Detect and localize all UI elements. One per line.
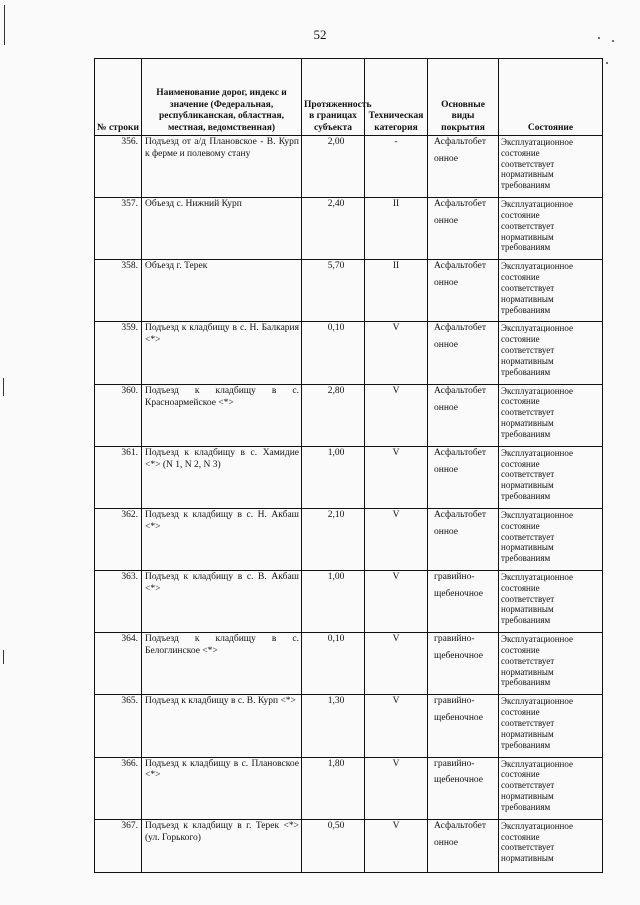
cover-line: гравийно-	[434, 696, 475, 707]
cover-line: Асфальтобет	[434, 385, 486, 396]
table-row	[95, 322, 603, 384]
state-line: Эксплуатационное	[501, 385, 573, 396]
state-line: Эксплуатационное	[501, 696, 573, 707]
state-line: состояние	[501, 209, 540, 220]
road-cover	[428, 757, 499, 819]
road-name: Подъезд к кладбищу в с. Белоглинское <*>	[142, 633, 302, 695]
road-state	[499, 384, 603, 446]
road-category: V	[365, 633, 428, 695]
state-line: Эксплуатационное	[501, 820, 573, 831]
header-cover: Основные виды покрытия	[428, 59, 499, 136]
state-line: требованиям	[501, 615, 551, 626]
cover-line: щебеночное	[434, 775, 483, 786]
road-cover	[428, 136, 499, 198]
state-line: состояние	[501, 458, 540, 469]
road-cover	[428, 819, 499, 872]
scan-speck	[612, 40, 614, 42]
state-line: соответствует	[501, 718, 555, 728]
state-line: требованиям	[501, 490, 551, 501]
road-length: 0,50	[302, 819, 365, 872]
road-category: -	[365, 136, 428, 198]
road-name: Подъезд к кладбищу в с. В. Акбаш <*>	[142, 571, 302, 633]
state-line: соответствует	[501, 282, 555, 293]
header-length: Протяженность в границах субъекта	[302, 59, 365, 136]
road-category: V	[365, 819, 428, 872]
road-category: II	[365, 198, 428, 260]
road-cover	[428, 508, 499, 570]
road-cover	[428, 384, 499, 446]
state-line: требованиям	[501, 677, 551, 688]
table-row	[95, 136, 603, 198]
road-state	[499, 757, 603, 819]
state-line: требованиям	[501, 304, 551, 315]
state-line: нормативным	[501, 790, 554, 801]
state-line: состояние	[501, 769, 540, 780]
row-number: 359.	[95, 322, 142, 384]
table-row	[95, 819, 603, 872]
table-header-row	[95, 59, 603, 136]
state-line: состояние	[501, 147, 540, 158]
cover-line: онное	[434, 464, 459, 475]
road-state	[499, 571, 603, 633]
roads-table	[94, 58, 603, 873]
road-cover	[428, 198, 499, 260]
state-line: требованиям	[501, 242, 551, 253]
road-length: 2,80	[302, 384, 365, 446]
state-line: состояние	[501, 520, 540, 531]
road-length: 1,00	[302, 446, 365, 508]
table-row	[95, 446, 603, 508]
state-line: нормативным	[501, 604, 554, 615]
cover-line: Асфальтобет	[434, 323, 486, 334]
row-number: 357.	[95, 198, 142, 260]
road-length: 1,30	[302, 695, 365, 757]
road-category: II	[365, 260, 428, 322]
road-state	[499, 260, 603, 322]
cover-line: Асфальтобет	[434, 820, 486, 831]
state-line: Эксплуатационное	[501, 634, 573, 645]
cover-line: гравийно-	[434, 634, 475, 645]
state-line: состояние	[501, 645, 540, 656]
state-line: нормативным	[501, 480, 554, 491]
state-line: Эксплуатационное	[501, 137, 573, 147]
road-length: 2,40	[302, 198, 365, 260]
cover-line: щебеночное	[434, 713, 483, 724]
state-line: требованиям	[501, 739, 551, 750]
road-category: V	[365, 695, 428, 757]
state-line: Эксплуатационное	[501, 758, 573, 769]
state-line: требованиям	[501, 180, 551, 191]
state-line: соответствует	[501, 842, 555, 853]
state-line: соответствует	[501, 780, 555, 791]
state-line: требованиям	[501, 801, 551, 812]
row-number: 358.	[95, 260, 142, 322]
road-state	[499, 633, 603, 695]
road-name: Подъезд к кладбищу в с. В. Курп <*>	[142, 695, 302, 757]
state-line: соответствует	[501, 345, 555, 356]
state-line: нормативным	[501, 728, 554, 739]
road-length: 2,10	[302, 508, 365, 570]
road-state	[499, 508, 603, 570]
road-category: V	[365, 446, 428, 508]
table-row	[95, 757, 603, 819]
row-number: 361.	[95, 446, 142, 508]
road-length: 0,10	[302, 322, 365, 384]
table-row	[95, 571, 603, 633]
state-line: состояние	[501, 396, 540, 407]
state-line: нормативным	[501, 169, 554, 180]
cover-line: Асфальтобет	[434, 261, 486, 272]
state-line: Эксплуатационное	[501, 261, 573, 272]
road-state	[499, 695, 603, 757]
cover-line: Асфальтобет	[434, 447, 486, 458]
road-category: V	[365, 757, 428, 819]
road-length: 1,80	[302, 757, 365, 819]
state-line: Эксплуатационное	[501, 509, 573, 520]
state-line: состояние	[501, 582, 540, 593]
table-row	[95, 508, 603, 570]
state-line: состояние	[501, 707, 540, 718]
state-line: соответствует	[501, 469, 555, 480]
state-line: нормативным	[501, 666, 554, 677]
state-line: нормативным	[501, 355, 554, 366]
cover-line: щебеночное	[434, 588, 483, 599]
table-row	[95, 695, 603, 757]
row-number: 365.	[95, 695, 142, 757]
cover-line: Асфальтобет	[434, 137, 486, 147]
cover-line: гравийно-	[434, 572, 475, 583]
road-length: 5,70	[302, 260, 365, 322]
road-state	[499, 819, 603, 872]
road-category: V	[365, 508, 428, 570]
road-name: Подъезд к кладбищу в с. Хамидие <*> (N 1, N 2, N 3)	[142, 446, 302, 508]
road-state	[499, 446, 603, 508]
road-state	[499, 136, 603, 198]
row-number: 367.	[95, 819, 142, 872]
state-line: Эксплуатационное	[501, 572, 573, 583]
state-line: нормативным	[501, 293, 554, 304]
road-name: Подъезд к кладбищу в с. Н. Акбаш <*>	[142, 508, 302, 570]
cover-line: онное	[434, 526, 459, 537]
header-category: Техническая категория	[365, 59, 428, 136]
table-row	[95, 260, 603, 322]
state-line: нормативным	[501, 231, 554, 242]
state-line: соответствует	[501, 158, 555, 169]
road-name: Объезд с. Нижний Курп	[142, 198, 302, 260]
road-name: Подъезд к кладбищу в с. Красноармейское <*>	[142, 384, 302, 446]
state-line: требованиям	[501, 553, 551, 564]
road-length: 2,00	[302, 136, 365, 198]
header-name: Наименование дорог, индекс и значение (Федеральная, республиканская, областная, местная, ведомственная)	[142, 59, 302, 136]
state-line: требованиям	[501, 366, 551, 377]
road-category: V	[365, 384, 428, 446]
state-line: соответствует	[501, 531, 555, 542]
state-line: Эксплуатационное	[501, 447, 573, 458]
header-state: Состояние	[499, 59, 603, 136]
state-line: состояние	[501, 334, 540, 345]
cover-line: гравийно-	[434, 758, 475, 769]
road-cover	[428, 322, 499, 384]
state-line: Эксплуатационное	[501, 323, 573, 334]
cover-line: Асфальтобет	[434, 509, 486, 520]
row-number: 360.	[95, 384, 142, 446]
cover-line: онное	[434, 837, 459, 848]
road-cover	[428, 633, 499, 695]
binding-mark	[4, 5, 5, 45]
table-row	[95, 384, 603, 446]
table-row	[95, 198, 603, 260]
cover-line: онное	[434, 340, 459, 351]
road-name: Подъезд от а/д Плановское - В. Курп к ферме и полевому стану	[142, 136, 302, 198]
binding-mark	[3, 650, 4, 664]
row-number: 363.	[95, 571, 142, 633]
scan-speck	[598, 37, 600, 39]
state-line: требованиям	[501, 428, 551, 439]
binding-mark	[3, 378, 4, 396]
road-state	[499, 198, 603, 260]
table-row	[95, 633, 603, 695]
scan-speck	[606, 62, 608, 64]
row-number: 362.	[95, 508, 142, 570]
header-num: № строки	[95, 59, 142, 136]
cover-line: онное	[434, 153, 459, 164]
state-line: состояние	[501, 831, 540, 842]
road-category: V	[365, 322, 428, 384]
cover-line: онное	[434, 216, 459, 227]
row-number: 364.	[95, 633, 142, 695]
road-name: Подъезд к кладбищу в г. Терек <*> (ул. Горького)	[142, 819, 302, 872]
road-name: Подъезд к кладбищу в с. Н. Балкария <*>	[142, 322, 302, 384]
road-length: 0,10	[302, 633, 365, 695]
road-name: Объезд г. Терек	[142, 260, 302, 322]
state-line: нормативным	[501, 418, 554, 429]
road-length: 1,00	[302, 571, 365, 633]
cover-line: щебеночное	[434, 651, 483, 662]
row-number: 356.	[95, 136, 142, 198]
row-number: 366.	[95, 757, 142, 819]
state-line: нормативным	[501, 542, 554, 553]
state-line: соответствует	[501, 655, 555, 666]
road-category: V	[365, 571, 428, 633]
road-cover	[428, 695, 499, 757]
road-cover	[428, 260, 499, 322]
road-cover	[428, 446, 499, 508]
road-state	[499, 322, 603, 384]
cover-line: онное	[434, 402, 459, 413]
state-line: нормативным	[501, 853, 554, 864]
road-cover	[428, 571, 499, 633]
cover-line: Асфальтобет	[434, 199, 486, 210]
cover-line: онное	[434, 278, 459, 289]
state-line: соответствует	[501, 407, 555, 418]
road-name: Подъезд к кладбищу в с. Плановское <*>	[142, 757, 302, 819]
state-line: состояние	[501, 272, 540, 283]
state-line: Эксплуатационное	[501, 199, 573, 210]
state-line: соответствует	[501, 220, 555, 231]
page-number: 52	[313, 27, 327, 42]
state-line: соответствует	[501, 593, 555, 604]
